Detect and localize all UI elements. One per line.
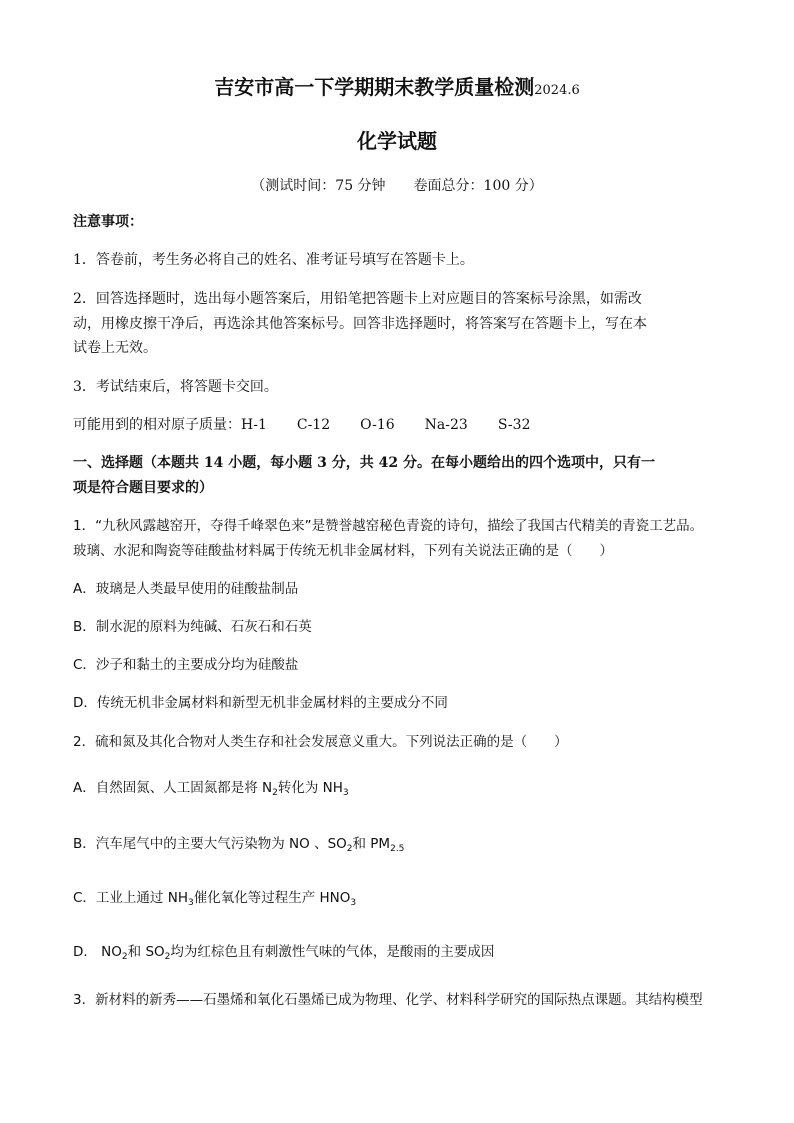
q2-option-a-sub-2: 3 (342, 788, 349, 798)
q2-option-a (73, 778, 725, 798)
atomic-mass-h: H-1 (241, 417, 267, 433)
q2-option-c (73, 888, 725, 908)
section-heading-line-2: 项是符合题目要求的） (73, 480, 213, 496)
q2-option-d-sub-1: 2 (121, 952, 128, 962)
q1-stem-line-1: 1．“九秋风露越窑开，夺得千峰翠色来”是赞誉越窑秘色青瓷的诗句，描绘了我国古代精美的青瓷工艺品。 (73, 518, 704, 534)
atomic-mass-line (73, 415, 725, 435)
exam-info: （测试时间：75 分钟 卷面总分：100 分） (251, 178, 543, 194)
q2-option-c-sub-2: 3 (350, 898, 357, 908)
exam-title-text: 吉安市高一下学期期末教学质量检测 (214, 75, 535, 99)
q2-option-c-sub-1: 3 (187, 898, 194, 908)
q2-option-a-sub-1: 2 (272, 788, 278, 798)
q2-option-d-text-1: D． NO (73, 944, 122, 960)
q2-option-a-text-1: A．自然固氮、人工固氮都是将 N (73, 780, 273, 796)
subject-title: 化学试题 (357, 129, 437, 153)
exam-title (0, 71, 794, 100)
q2-option-a-text-2: 转化为 NH (277, 780, 343, 796)
atomic-mass-label: 可能用到的相对原子质量： (73, 417, 241, 433)
atomic-mass-o: O-16 (360, 417, 395, 433)
exam-date: 2024.6 (534, 83, 580, 98)
q1-stem-line-2: 玻璃、水泥和陶瓷等硅酸盐材料属于传统无机非金属材料，下列有关说法正确的是（ ） (73, 543, 613, 559)
section-heading-line-1: 一、选择题（本题共 14 小题，每小题 3 分，共 42 分。在每小题给出的四个选项中，只有一 (73, 455, 655, 471)
atomic-mass-c: C-12 (296, 417, 331, 433)
q2-option-c-text-1: C．工业上通过 NH (73, 890, 188, 906)
q2-option-b (73, 834, 725, 854)
note-item-2-line-2: 动，用橡皮擦干净后，再选涂其他答案标号。回答非选择题时，将答案写在答题卡上，写在本 (73, 316, 647, 332)
q1-option-c: C．沙子和黏土的主要成分均为硅酸盐 (73, 657, 299, 673)
q2-option-b-text-1: B．汽车尾气中的主要大气污染物为 NO 、SO (73, 836, 347, 852)
q1-option-d: D．传统无机非金属材料和新型无机非金属材料的主要成分不同 (73, 695, 448, 711)
q2-option-d-text-2: 和 SO (127, 944, 165, 960)
q2-option-b-sub-2: 2.5 (390, 844, 405, 854)
note-item-1: 1．答卷前，考生务必将自己的姓名、准考证号填写在答题卡上。 (73, 252, 474, 268)
q3-stem-line-1: 3．新材料的新秀——石墨烯和氧化石墨烯已成为物理、化学、材料科学研究的国际热点课题。其结构模型 (73, 992, 703, 1008)
atomic-mass-na: Na-23 (424, 417, 468, 433)
q2-stem: 2．硫和氮及其化合物对人类生存和社会发展意义重大。下列说法正确的是（ ） (73, 734, 568, 750)
q2-option-d-sub-2: 2 (164, 952, 171, 962)
notes-heading: 注意事项： (73, 214, 143, 230)
q1-option-a: A．玻璃是人类最早使用的硅酸盐制品 (73, 581, 299, 597)
q2-option-d-text-3: 均为红棕色且有刺激性气味的气体，是酸雨的主要成因 (170, 944, 495, 960)
q2-option-b-text-2: 和 PM (352, 836, 391, 852)
atomic-mass-s: S-32 (497, 417, 531, 433)
q2-option-d (73, 942, 725, 962)
q2-option-c-text-2: 催化氧化等过程生产 HNO (193, 890, 351, 906)
note-item-2-line-1: 2．回答选择题时，选出每小题答案后，用铅笔把答题卡上对应题目的答案标号涂黑，如需改 (73, 291, 642, 307)
q1-option-b: B．制水泥的原料为纯碱、石灰石和石英 (73, 619, 312, 635)
note-item-3: 3．考试结束后，将答题卡交回。 (73, 379, 278, 395)
note-item-2-line-3: 试卷上无效。 (73, 340, 157, 356)
q2-option-b-sub-1: 2 (346, 844, 353, 854)
